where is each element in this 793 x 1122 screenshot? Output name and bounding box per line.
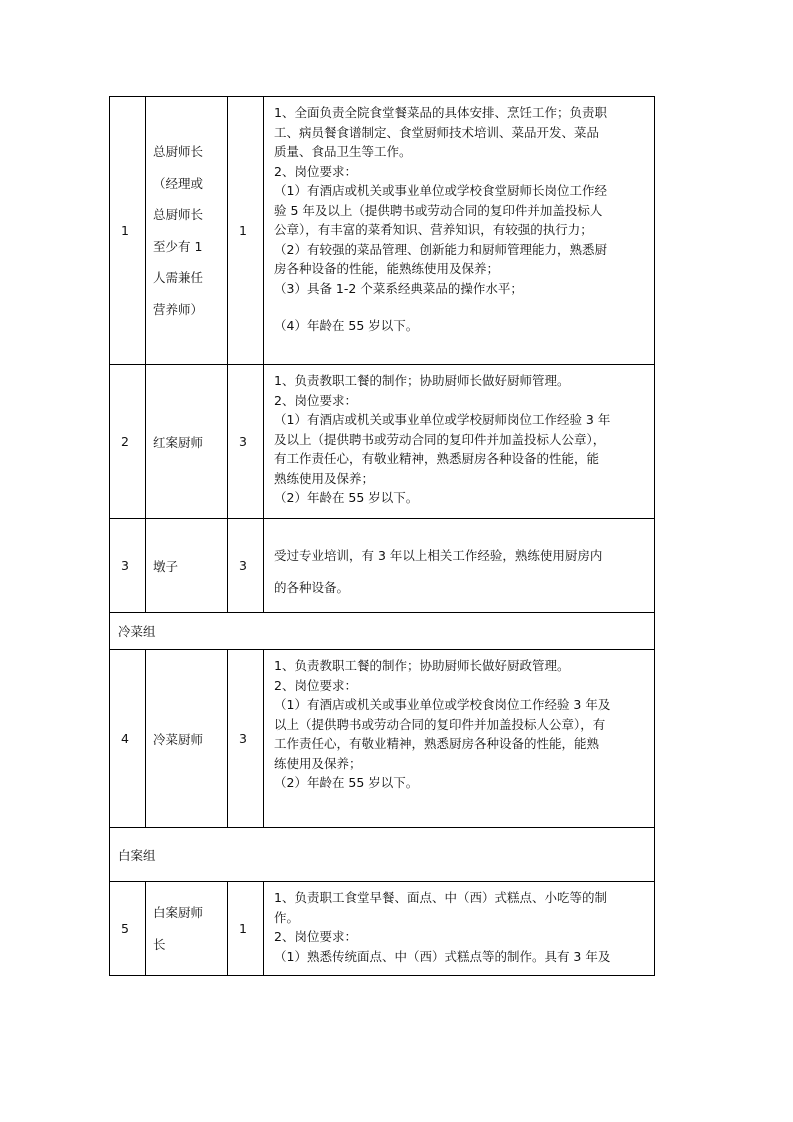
desc-line: 2、岗位要求： — [274, 392, 357, 408]
duty-description — [264, 650, 655, 828]
group-row — [110, 828, 655, 882]
table-row — [110, 97, 655, 365]
row-number: 3 — [110, 519, 146, 613]
row-number: 4 — [110, 650, 146, 828]
desc-line: 熟练使用及保养； — [274, 470, 375, 486]
table-row — [110, 365, 655, 519]
group-label: 冷菜组 — [110, 613, 655, 650]
headcount: 1 — [228, 882, 264, 976]
desc-line: （1）熟悉传统面点、中（西）式糕点等的制作。具有 3 年及 — [274, 948, 611, 964]
duty-description — [264, 97, 655, 365]
desc-line: 房各种设备的性能，能熟练使用及保养； — [274, 261, 500, 276]
table-row — [110, 519, 655, 613]
headcount: 3 — [228, 365, 264, 519]
group-row — [110, 613, 655, 650]
desc-line: 以上（提供聘书或劳动合同的复印件并加盖投标人公章），有 — [274, 716, 606, 732]
position-line: 长 — [153, 936, 166, 952]
headcount: 3 — [228, 650, 264, 828]
position-cell — [146, 97, 228, 365]
table-row — [110, 650, 655, 828]
desc-line: （1）有酒店或机关或事业单位或学校食堂厨师长岗位工作经 — [274, 183, 607, 198]
staffing-table — [109, 96, 655, 976]
row-number: 5 — [110, 882, 146, 976]
position-line: 人需兼任 — [153, 270, 204, 285]
position-cell: 红案厨师 — [146, 365, 228, 519]
position-line: 总厨师长 — [153, 144, 204, 159]
desc-line: （2）有较强的菜品管理、创新能力和厨师管理能力，熟悉厨 — [274, 241, 607, 257]
desc-line: （1）有酒店或机关或事业单位或学校厨师岗位工作经验 3 年 — [274, 412, 611, 427]
desc-line: 1、负责教职工餐的制作；协助厨师长做好厨师管理。 — [274, 373, 570, 388]
desc-line: 的各种设备。 — [274, 579, 350, 595]
duty-description — [264, 519, 655, 613]
position-line: 营养师） — [153, 301, 204, 317]
position-cell — [146, 882, 228, 976]
desc-line: 质量、食品卫生等工作。 — [274, 144, 412, 159]
desc-line: 工、病员餐食谱制定、食堂厨师技术培训、菜品开发、菜品 — [274, 124, 600, 140]
desc-line: 验 5 年及以上（提供聘书或劳动合同的复印件并加盖投标人 — [274, 202, 603, 218]
desc-line: 公章），有丰富的菜肴知识、营养知识，有较强的执行力； — [274, 222, 593, 237]
desc-line: （1）有酒店或机关或事业单位或学校食岗位工作经验 3 年及 — [274, 697, 611, 712]
row-number: 1 — [110, 97, 146, 365]
position-cell: 冷菜厨师 — [146, 650, 228, 828]
position-line: 至少有 1 — [153, 238, 203, 254]
desc-line: 作。 — [274, 909, 300, 925]
desc-line: 2、岗位要求： — [274, 677, 357, 693]
row-number: 2 — [110, 365, 146, 519]
desc-line: 及以上（提供聘书或劳动合同的复印件并加盖投标人公章）， — [274, 431, 606, 447]
group-label: 白案组 — [110, 828, 655, 882]
desc-line: 工作责任心，有敬业精神，熟悉厨房各种设备的性能，能熟 — [274, 736, 600, 751]
desc-line: 有工作责任心，有敬业精神，熟悉厨房各种设备的性能，能 — [274, 451, 600, 466]
desc-line: 1、全面负责全院食堂餐菜品的具体安排、烹饪工作；负责职 — [274, 105, 607, 120]
desc-line: （3）具备 1-2 个菜系经典菜品的操作水平； — [274, 280, 523, 296]
position-line: （经理或 — [153, 175, 204, 191]
duty-description — [264, 365, 655, 519]
headcount: 3 — [228, 519, 264, 613]
position-cell: 墩子 — [146, 519, 228, 613]
desc-line: （4）年龄在 55 岁以下。 — [274, 318, 419, 333]
desc-line: 2、岗位要求： — [274, 929, 357, 944]
desc-line: 2、岗位要求： — [274, 163, 357, 179]
desc-line: 1、负责职工食堂早餐、面点、中（西）式糕点、小吃等的制 — [274, 890, 607, 905]
duty-description — [264, 882, 655, 976]
desc-line: （2）年龄在 55 岁以下。 — [274, 490, 419, 505]
desc-line: 1、负责教职工餐的制作；协助厨师长做好厨政管理。 — [274, 658, 570, 673]
desc-line: （2）年龄在 55 岁以下。 — [274, 775, 419, 790]
table-row — [110, 882, 655, 976]
desc-line: 受过专业培训，有 3 年以上相关工作经验，熟练使用厨房内 — [274, 547, 603, 563]
desc-line: 练使用及保养； — [274, 755, 362, 771]
headcount: 1 — [228, 97, 264, 365]
position-line: 白案厨师 — [153, 905, 204, 920]
position-line: 总厨师长 — [153, 207, 204, 222]
